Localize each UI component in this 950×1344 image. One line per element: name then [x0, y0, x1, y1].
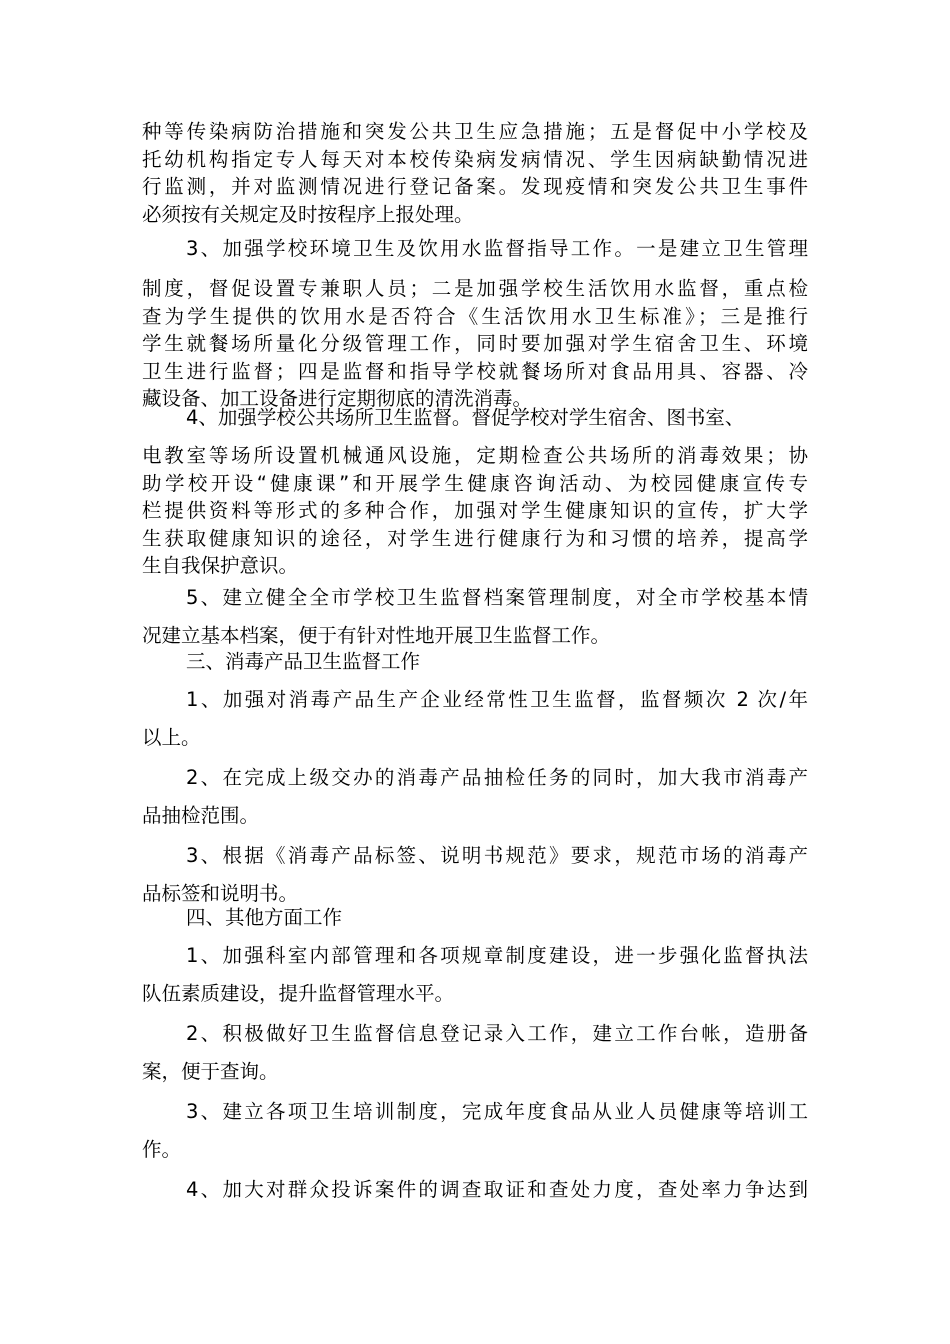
text-line: 队伍素质建设，提升监督管理水平。: [142, 982, 455, 1005]
text-line: 品抽检范围。: [142, 804, 260, 827]
paragraph-archive-management: [142, 584, 808, 647]
text-line: 况建立基本档案，便于有针对性地开展卫生监督工作。: [142, 624, 611, 647]
text-line: 4、加大对群众投诉案件的调查取证和查处力度，查处率力争达到: [186, 1178, 808, 1201]
paragraph-training-system: [142, 1098, 808, 1161]
text-line: 生获取健康知识的途径，对学生进行健康行为和习惯的培养，提高学: [142, 526, 808, 550]
text-line: 助学校开设“健康课”和开展学生健康咨询活动、为校园健康宣传专: [142, 471, 808, 495]
text-line: 3、根据《消毒产品标签、说明书规范》要求，规范市场的消毒产: [186, 844, 808, 867]
paragraph-disinfection-supervision: [142, 686, 808, 749]
text-line: 2、积极做好卫生监督信息登记录入工作，建立工作台帐，造册备: [186, 1022, 808, 1045]
text-line: 制度，督促设置专兼职人员；二是加强学校生活饮用水监督，重点检: [142, 277, 808, 300]
paragraph-information-registration: [142, 1020, 808, 1083]
section-heading-disinfection-products: [186, 648, 420, 676]
text-line: 托幼机构指定专人每天对本校传染病发病情况、学生因病缺勤情况进: [142, 147, 808, 171]
text-line: 卫生进行监督；四是监督和指导学校就餐场所对食品用具、容器、冷: [142, 359, 808, 383]
text-line: 栏提供资料等形式的多种合作，加强对学生健康知识的宣传，扩大学: [142, 499, 808, 523]
section-heading-other-work: [186, 904, 342, 932]
text-line: 藏设备、加工设备进行定期彻底的清洗消毒。: [142, 387, 533, 411]
section-heading-text: 四、其他方面工作: [186, 906, 343, 929]
text-line: 行监测，并对监测情况进行登记备案。发现疫情和突发公共卫生事件: [142, 175, 808, 199]
text-line: 3、加强学校环境卫生及饮用水监督指导工作。一是建立卫生管理: [186, 237, 808, 260]
text-line: 5、建立健全全市学校卫生监督档案管理制度，对全市学校基本情: [186, 586, 808, 609]
text-line: 以上。: [142, 726, 201, 749]
text-line: 1、加强对消毒产品生产企业经常性卫生监督，监督频次 2 次/年: [186, 688, 808, 711]
text-line: 查为学生提供的饮用水是否符合《生活饮用水卫生标准》；三是推行: [142, 304, 808, 328]
text-line: 4、加强学校公共场所卫生监督。督促学校对学生宿舍、图书室、: [186, 406, 745, 429]
section-heading-text: 三、消毒产品卫生监督工作: [186, 650, 421, 673]
text-line: 2、在完成上级交办的消毒产品抽检任务的同时，加大我市消毒产: [186, 766, 808, 789]
paragraph-complaint-investigation: [142, 1176, 808, 1204]
text-line: 1、加强科室内部管理和各项规章制度建设，进一步强化监督执法: [186, 944, 808, 967]
text-line: 必须按有关规定及时按程序上报处理。: [142, 202, 474, 226]
text-line: 3、建立各项卫生培训制度，完成年度食品从业人员健康等培训工: [186, 1100, 808, 1123]
paragraph-internal-management: [142, 942, 808, 1005]
text-line: 品标签和说明书。: [142, 882, 299, 905]
text-line: 作。: [142, 1138, 182, 1161]
text-line: 学生就餐场所量化分级管理工作，同时要加强对学生宿舍卫生、环境: [142, 332, 808, 356]
paragraph-disinfection-labels: [142, 842, 808, 905]
text-line: 电教室等场所设置机械通风设施，定期检查公共场所的消毒效果；协: [142, 444, 808, 467]
paragraph-disinfection-sampling: [142, 764, 808, 827]
paragraph-public-places: [142, 404, 808, 578]
paragraph-school-environment: [142, 235, 808, 411]
text-line: 案，便于查询。: [142, 1060, 279, 1083]
text-line: 种等传染病防治措施和突发公共卫生应急措施；五是督促中小学校及: [142, 120, 808, 143]
paragraph-continued: [142, 118, 808, 228]
text-line: 生自我保护意识。: [142, 554, 299, 578]
